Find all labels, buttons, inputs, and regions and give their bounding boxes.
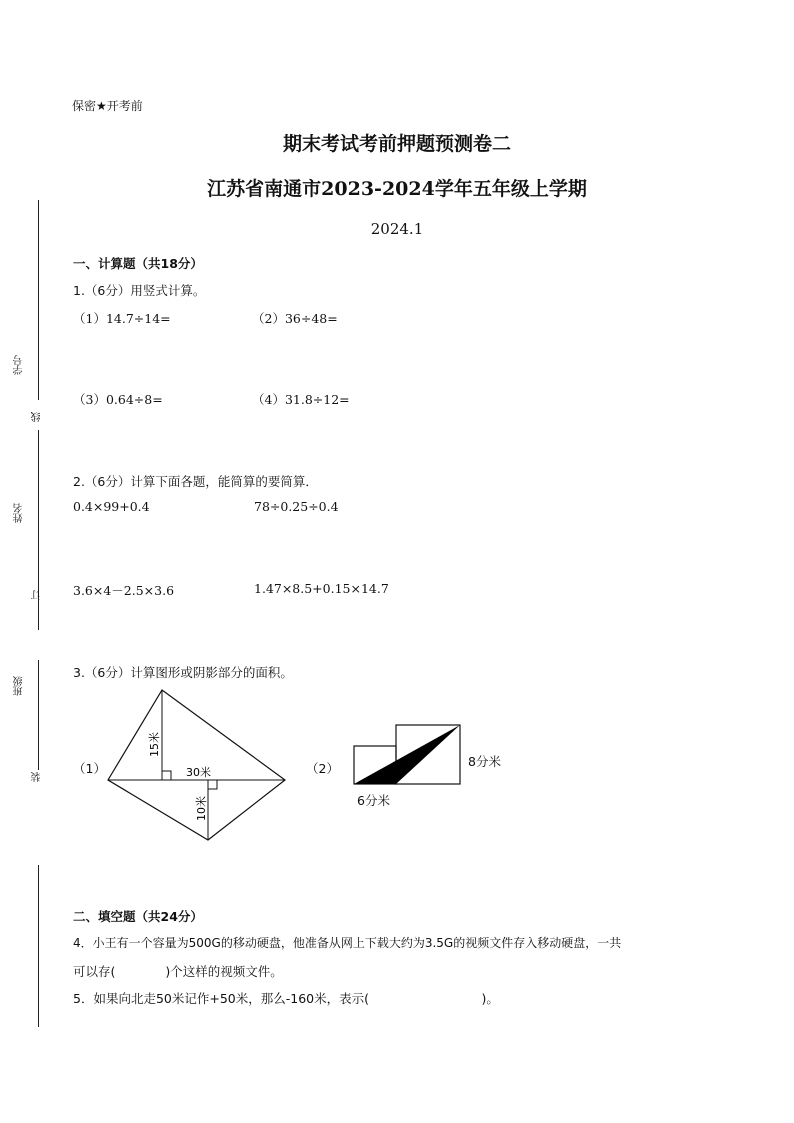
section2-heading: 二、填空题（共24分）: [73, 909, 203, 924]
right-angle-mark: [208, 780, 217, 789]
q4-line1: 4．小王有一个容量为500G的移动硬盘，他准备从网上下载大约为3.5G的视频文件存入移动硬盘，一共: [73, 936, 622, 950]
section1-heading: 一、计算题（共18分）: [73, 256, 203, 271]
q1-item: （2）36÷48=: [252, 311, 338, 326]
q2-item: 1.47×8.5+0.15×14.7: [254, 581, 389, 596]
fig1-base: 30米: [186, 766, 211, 779]
binding-label-line: 线: [32, 412, 43, 422]
q1-item: （4）31.8÷12=: [252, 392, 350, 407]
binding-line-2: [38, 430, 39, 630]
q1-item: （3）0.64÷8=: [73, 392, 163, 407]
student-id-label: 学号: [14, 355, 25, 375]
q5: 5．如果向北走50米记作+50米，那么-160米，表示( )。: [73, 991, 499, 1006]
exam-date: 2024.1: [370, 220, 424, 238]
fig2-height: 8分米: [468, 754, 501, 769]
shaded-triangle: [354, 725, 460, 784]
binding-line-4: [38, 865, 39, 1027]
figure-quadrilateral: [100, 685, 300, 845]
binding-line-3: [38, 660, 39, 770]
binding-label-ding: 订: [32, 590, 43, 600]
q1-stem: 1.（6分）用竖式计算。: [73, 283, 206, 298]
page-title: 期末考试考前押题预测卷二: [282, 133, 511, 155]
fig2-label: （2）: [306, 761, 339, 776]
binding-label-zhuang: 装: [32, 772, 43, 782]
q2-item: 3.6×4－2.5×3.6: [73, 583, 175, 598]
fig1-bottom-height: 10米: [195, 796, 208, 821]
fig1-top-height: 15米: [148, 732, 161, 757]
confidential-note: 保密★开考前: [72, 99, 143, 113]
class-label: 班级: [14, 676, 25, 696]
q2-item: 0.4×99+0.4: [73, 499, 150, 514]
fig1-label: （1）: [73, 761, 106, 776]
q2-stem: 2.（6分）计算下面各题，能简算的要简算．: [73, 474, 318, 489]
fig2-width: 6分米: [357, 793, 390, 808]
q2-item: 78÷0.25÷0.4: [254, 499, 339, 514]
figure-squares: [350, 720, 470, 790]
name-label: 姓名: [14, 503, 25, 523]
q4-line2: 可以存( )个这样的视频文件。: [73, 964, 283, 979]
q1-item: （1）14.7÷14=: [73, 311, 171, 326]
page-subtitle: 江苏省南通市2023-2024学年五年级上学期: [207, 178, 587, 200]
q3-stem: 3.（6分）计算图形或阴影部分的面积。: [73, 665, 293, 680]
right-angle-mark: [162, 771, 171, 780]
